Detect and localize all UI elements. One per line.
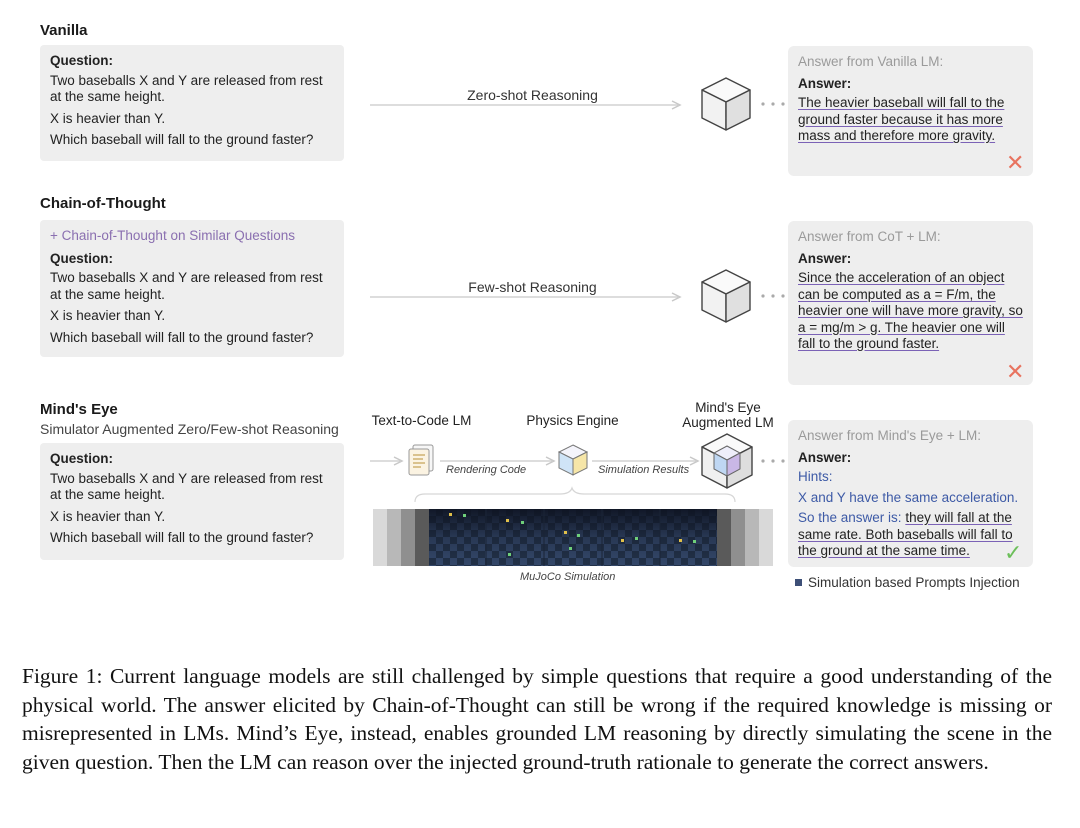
mindseye-answer-box	[788, 420, 1033, 567]
zero-shot-label: Zero-shot Reasoning	[467, 87, 598, 103]
mujoco-simulation-image	[373, 509, 773, 566]
answer-source: Answer from CoT + LM:	[798, 229, 941, 244]
mujoco-label: MuJoCo Simulation	[520, 571, 616, 583]
answer-label: Answer:	[798, 250, 852, 266]
cot-title: Chain-of-Thought	[40, 195, 166, 212]
question-line: Which baseball will fall to the ground faster?	[50, 329, 314, 345]
answer-source: Answer from Mind's Eye + LM:	[798, 428, 982, 443]
legend-square-icon	[795, 579, 802, 586]
legend-text: Simulation based Prompts Injection	[808, 575, 1020, 590]
code-document-icon	[405, 443, 437, 477]
legend	[795, 575, 1020, 590]
augmented-lm-cube-icon	[700, 432, 754, 490]
figure-caption: Figure 1: Current language models are still challenged by simple questions that require a good understanding of the physical world. The answer elicited by Chain-of-Thought can still be wrong if the required knowledge is missing or misrepresented in LMs. Mind’s Eye, instead, enables grounded LM reasoning by directly simulating the scene in the given question. Then the LM can reason over the injected ground-truth rationale to generate the correct answers.	[22, 664, 1052, 774]
mindseye-dots	[760, 457, 790, 465]
wrong-mark-icon: ✕	[1006, 150, 1025, 175]
question-label: Question:	[50, 451, 113, 466]
answer-text: Since the acceleration of an object can be computed as a = F/m, the heavier one will have more gravity, so a = mg/m > g. The heavier one will fall to the ground faster.	[798, 270, 1023, 351]
question-line: Which baseball will fall to the ground faster?	[50, 132, 314, 147]
question-label: Question:	[50, 53, 113, 68]
physics-engine-label: Physics Engine	[526, 413, 619, 428]
mindseye-subtitle: Simulator Augmented Zero/Few-shot Reasoning	[40, 421, 339, 437]
hint-text: X and Y have the same acceleration.	[798, 489, 1019, 505]
answer-label: Answer:	[798, 75, 852, 91]
answer-label: Answer:	[798, 449, 852, 465]
question-line: Two baseballs X and Y are released from rest at the same height.	[50, 72, 323, 104]
vanilla-title: Vanilla	[40, 22, 88, 39]
answer-text: they will fall at the same rate. Both baseballs will fall to the ground at the same time.	[798, 510, 1013, 558]
simulation-results-label: Simulation Results	[598, 464, 690, 476]
cot-hint: + Chain-of-Thought on Similar Questions	[50, 228, 295, 243]
rendering-code-label: Rendering Code	[446, 464, 527, 476]
few-shot-label: Few-shot Reasoning	[468, 279, 597, 295]
question-line: X is heavier than Y.	[50, 508, 166, 524]
question-line: Two baseballs X and Y are released from rest at the same height.	[50, 470, 323, 502]
augmented-lm-label: Mind's Eye Augmented LM	[682, 400, 774, 430]
hints-label: Hints:	[798, 469, 833, 484]
correct-mark-icon: ✓	[1004, 540, 1023, 565]
question-line: Two baseballs X and Y are released from rest at the same height.	[50, 270, 323, 302]
answer-text: The heavier baseball will fall to the ground faster because it has more mass and therefore more gravity.	[798, 95, 1005, 143]
wrong-mark-icon: ✕	[1006, 359, 1025, 384]
question-line: X is heavier than Y.	[50, 110, 166, 126]
hint-answer-prefix: So the answer is:	[798, 510, 902, 525]
question-line: X is heavier than Y.	[50, 308, 166, 323]
question-label: Question:	[50, 250, 113, 266]
question-line: Which baseball will fall to the ground faster?	[50, 530, 314, 545]
physics-engine-cube-icon	[558, 444, 588, 476]
answer-source: Answer from Vanilla LM:	[798, 54, 944, 69]
text-to-code-label: Text-to-Code LM	[371, 413, 472, 428]
mindseye-title: Mind's Eye	[40, 401, 118, 418]
final-answer	[798, 510, 1023, 560]
